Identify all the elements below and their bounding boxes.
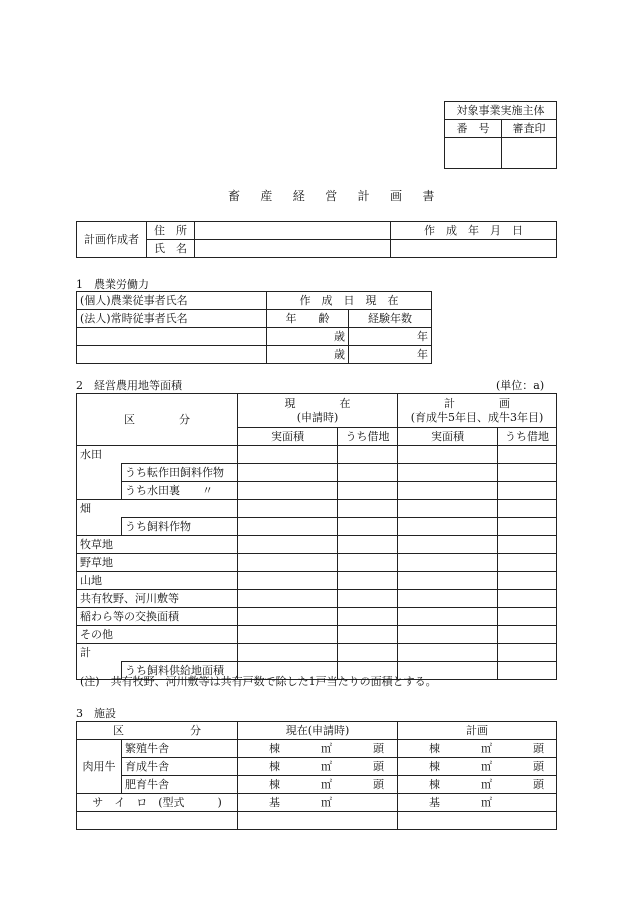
land-row-label: 共有牧野、河川敷等 bbox=[77, 590, 238, 608]
land-value-cell[interactable] bbox=[398, 572, 498, 590]
land-row bbox=[77, 464, 557, 482]
stamp-box-seal: 審査印 bbox=[502, 120, 557, 138]
date-label: 作 成 年 月 日 bbox=[391, 222, 557, 240]
date-field[interactable] bbox=[391, 240, 557, 258]
land-value-cell[interactable] bbox=[338, 536, 398, 554]
land-value-cell[interactable] bbox=[398, 446, 498, 464]
section-2-title: 2 経営農用地等面積 bbox=[76, 379, 182, 392]
land-value-cell[interactable] bbox=[338, 446, 398, 464]
land-value-cell[interactable] bbox=[398, 554, 498, 572]
unit-head: 頭 bbox=[533, 760, 544, 773]
facility-plan-cell[interactable] bbox=[398, 740, 557, 758]
address-label: 住 所 bbox=[147, 222, 195, 240]
labor-name-field[interactable] bbox=[77, 328, 267, 346]
unit-head: 頭 bbox=[533, 778, 544, 791]
land-row-label: うち飼料供給地面積 bbox=[122, 662, 238, 680]
name-label: 氏 名 bbox=[147, 240, 195, 258]
land-row bbox=[77, 536, 557, 554]
land-value-cell[interactable] bbox=[498, 608, 557, 626]
unit-m2: ㎡ bbox=[321, 760, 332, 773]
unit-m2: ㎡ bbox=[321, 742, 332, 755]
labor-years-field[interactable]: 年 bbox=[349, 328, 432, 346]
land-value-cell[interactable] bbox=[238, 590, 338, 608]
land-row bbox=[77, 626, 557, 644]
unit-mune: 棟 bbox=[429, 760, 440, 773]
land-note: (注) 共有牧野、河川敷等は共有戸数で除した1戸当たりの面積とする。 bbox=[80, 675, 437, 688]
land-value-cell[interactable] bbox=[498, 554, 557, 572]
section-2-unit: (単位：a) bbox=[496, 379, 545, 392]
land-value-cell[interactable] bbox=[498, 500, 557, 518]
unit-m2: ㎡ bbox=[481, 778, 492, 791]
land-plan-header bbox=[398, 394, 557, 428]
section-1-title: 1 農業労働力 bbox=[76, 278, 149, 291]
land-row bbox=[77, 608, 557, 626]
land-row-label: 水田 bbox=[77, 446, 238, 464]
land-value-cell[interactable] bbox=[238, 644, 338, 662]
land-row-label: その他 bbox=[77, 626, 238, 644]
creator-table bbox=[76, 221, 557, 258]
land-value-cell[interactable] bbox=[398, 536, 498, 554]
land-value-cell[interactable] bbox=[338, 626, 398, 644]
land-value-cell[interactable] bbox=[398, 500, 498, 518]
stamp-box-seal-field[interactable] bbox=[502, 138, 557, 169]
facility-silo-label: サ イ ロ (型式 ) bbox=[77, 794, 238, 812]
page-title: 畜産経営計画書 bbox=[228, 189, 455, 203]
land-value-cell[interactable] bbox=[338, 464, 398, 482]
land-current-header bbox=[238, 394, 398, 428]
facility-silo-plan[interactable] bbox=[398, 794, 557, 812]
land-row bbox=[77, 572, 557, 590]
land-col-area: 実面積 bbox=[398, 428, 498, 446]
labor-age-field[interactable]: 歳 bbox=[267, 346, 349, 364]
land-row-label: 畑 bbox=[77, 500, 238, 518]
land-row-label: うち飼料作物 bbox=[122, 518, 238, 536]
land-value-cell[interactable] bbox=[398, 590, 498, 608]
stamp-box bbox=[444, 101, 557, 169]
facility-row-label: 肥育牛舎 bbox=[122, 776, 238, 794]
labor-age-field[interactable]: 歳 bbox=[267, 328, 349, 346]
facility-beef-label: 肉用牛 bbox=[77, 740, 122, 794]
land-row bbox=[77, 446, 557, 464]
land-row bbox=[77, 518, 557, 536]
stamp-box-number: 番 号 bbox=[445, 120, 502, 138]
land-value-cell[interactable] bbox=[498, 464, 557, 482]
land-value-cell[interactable] bbox=[398, 608, 498, 626]
land-value-cell[interactable] bbox=[238, 446, 338, 464]
unit-mune: 棟 bbox=[269, 778, 280, 791]
labor-row1-label: (個人)農業従事者氏名 bbox=[77, 292, 267, 310]
facility-table bbox=[76, 721, 557, 830]
land-value-cell[interactable] bbox=[238, 482, 338, 500]
land-value-cell[interactable] bbox=[498, 518, 557, 536]
land-value-cell[interactable] bbox=[238, 536, 338, 554]
unit-ki: 基 bbox=[269, 796, 280, 809]
unit-m2: ㎡ bbox=[481, 796, 492, 809]
facility-current-header: 現在(申請時) bbox=[238, 722, 398, 740]
labor-years-field[interactable]: 年 bbox=[349, 346, 432, 364]
land-value-cell[interactable] bbox=[498, 626, 557, 644]
land-row-label: うち転作田飼料作物 bbox=[122, 464, 238, 482]
land-value-cell[interactable] bbox=[338, 554, 398, 572]
land-value-cell[interactable] bbox=[498, 572, 557, 590]
land-row-label: 野草地 bbox=[77, 554, 238, 572]
facility-blank-current[interactable] bbox=[238, 812, 398, 830]
facility-plan-cell[interactable] bbox=[398, 758, 557, 776]
land-indent-cell bbox=[77, 482, 122, 500]
labor-asof-label: 作 成 日 現 在 bbox=[267, 292, 432, 310]
land-row bbox=[77, 644, 557, 662]
name-field[interactable] bbox=[195, 240, 391, 258]
land-col-lease: うち借地 bbox=[498, 428, 557, 446]
labor-years-label: 経験年数 bbox=[349, 310, 432, 328]
unit-head: 頭 bbox=[373, 760, 384, 773]
land-value-cell[interactable] bbox=[498, 482, 557, 500]
land-value-cell[interactable] bbox=[238, 518, 338, 536]
unit-mune: 棟 bbox=[269, 742, 280, 755]
unit-head: 頭 bbox=[373, 742, 384, 755]
unit-m2: ㎡ bbox=[321, 778, 332, 791]
land-value-cell[interactable] bbox=[498, 644, 557, 662]
stamp-box-number-field[interactable] bbox=[445, 138, 502, 169]
land-row bbox=[77, 554, 557, 572]
land-row-label: 稲わら等の交換面積 bbox=[77, 608, 238, 626]
unit-mune: 棟 bbox=[269, 760, 280, 773]
land-value-cell[interactable] bbox=[238, 554, 338, 572]
land-table bbox=[76, 393, 557, 680]
labor-row2-label: (法人)常時従事者氏名 bbox=[77, 310, 267, 328]
land-value-cell[interactable] bbox=[398, 644, 498, 662]
labor-name-field[interactable] bbox=[77, 346, 267, 364]
land-row-label: 山地 bbox=[77, 572, 238, 590]
land-row-label: 計 bbox=[77, 644, 238, 662]
land-value-cell[interactable] bbox=[338, 644, 398, 662]
facility-current-cell[interactable] bbox=[238, 740, 398, 758]
unit-head: 頭 bbox=[373, 778, 384, 791]
facility-current-cell[interactable] bbox=[238, 758, 398, 776]
unit-m2: ㎡ bbox=[481, 760, 492, 773]
land-value-cell[interactable] bbox=[338, 500, 398, 518]
land-value-cell[interactable] bbox=[398, 518, 498, 536]
land-row-label: 牧草地 bbox=[77, 536, 238, 554]
land-value-cell[interactable] bbox=[238, 500, 338, 518]
land-kubun-header: 区 分 bbox=[77, 394, 238, 446]
facility-silo-current[interactable] bbox=[238, 794, 398, 812]
facility-row-label: 繁殖牛舎 bbox=[122, 740, 238, 758]
land-col-lease: うち借地 bbox=[338, 428, 398, 446]
land-current-label: 現 在 bbox=[284, 396, 351, 410]
land-value-cell[interactable] bbox=[238, 572, 338, 590]
land-row bbox=[77, 500, 557, 518]
creator-label: 計画作成者 bbox=[77, 222, 147, 258]
land-indent-cell bbox=[77, 518, 122, 536]
facility-row-label: 育成牛舎 bbox=[122, 758, 238, 776]
land-row bbox=[77, 590, 557, 608]
unit-mune: 棟 bbox=[429, 742, 440, 755]
section-3-title: 3 施設 bbox=[76, 707, 116, 720]
land-value-cell[interactable] bbox=[498, 446, 557, 464]
land-value-cell[interactable] bbox=[338, 590, 398, 608]
facility-blank-plan[interactable] bbox=[398, 812, 557, 830]
facility-plan-header: 計画 bbox=[398, 722, 557, 740]
land-value-cell[interactable] bbox=[338, 608, 398, 626]
land-col-area: 実面積 bbox=[238, 428, 338, 446]
land-value-cell[interactable] bbox=[398, 464, 498, 482]
land-value-cell[interactable] bbox=[338, 518, 398, 536]
unit-m2: ㎡ bbox=[481, 742, 492, 755]
land-value-cell[interactable] bbox=[398, 626, 498, 644]
land-value-cell[interactable] bbox=[498, 590, 557, 608]
land-indent-cell bbox=[77, 464, 122, 482]
labor-age-label: 年 齢 bbox=[267, 310, 349, 328]
land-value-cell[interactable] bbox=[338, 482, 398, 500]
land-row-label: うち水田裏 〃 bbox=[122, 482, 238, 500]
address-field[interactable] bbox=[195, 222, 391, 240]
land-value-cell[interactable] bbox=[238, 608, 338, 626]
unit-mune: 棟 bbox=[429, 778, 440, 791]
unit-m2: ㎡ bbox=[321, 796, 332, 809]
unit-head: 頭 bbox=[533, 742, 544, 755]
facility-current-cell[interactable] bbox=[238, 776, 398, 794]
stamp-box-header: 対象事業実施主体 bbox=[445, 102, 557, 120]
facility-plan-cell[interactable] bbox=[398, 776, 557, 794]
labor-table bbox=[76, 291, 432, 364]
land-value-cell[interactable] bbox=[498, 662, 557, 680]
land-plan-sub: (育成牛5年目、成牛3年目) bbox=[410, 410, 544, 424]
facility-blank-label[interactable] bbox=[77, 812, 238, 830]
land-value-cell[interactable] bbox=[338, 572, 398, 590]
land-plan-label: 計 画 bbox=[444, 396, 510, 410]
land-current-sub: (申請時) bbox=[296, 410, 339, 424]
facility-kubun-header: 区 分 bbox=[77, 722, 238, 740]
land-value-cell[interactable] bbox=[498, 536, 557, 554]
unit-ki: 基 bbox=[429, 796, 440, 809]
land-value-cell[interactable] bbox=[238, 626, 338, 644]
land-row bbox=[77, 482, 557, 500]
land-value-cell[interactable] bbox=[238, 464, 338, 482]
land-value-cell[interactable] bbox=[398, 482, 498, 500]
